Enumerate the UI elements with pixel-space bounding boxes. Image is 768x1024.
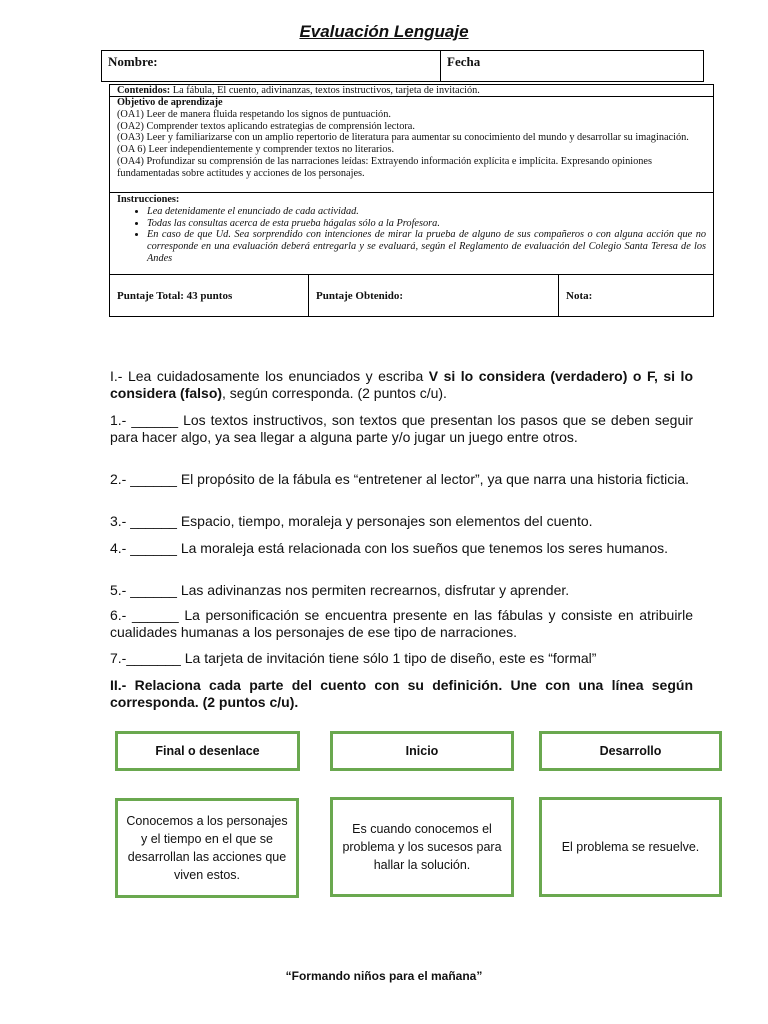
- instruction-item: • Lea detenidamente el enunciado de cada actividad.: [147, 206, 706, 218]
- date-field[interactable]: Fecha: [447, 54, 481, 69]
- part1-intro-text: I.- Lea cuidadosamente los enunciados y escriba: [110, 368, 429, 384]
- student-header-table: [101, 50, 704, 82]
- objective-item: (OA4) Profundizar su comprensión de las narraciones leídas: Extrayendo información explícita e implícita. Expresando opiniones fundamentadas sobre actitudes y acciones de los personajes.: [117, 155, 652, 179]
- true-false-item[interactable]: 2.- ______ El propósito de la fábula es “entretener al lector”, ya que narra una historia ficticia.: [110, 471, 689, 487]
- objective-item: (OA3) Leer y familiarizarse con un amplio repertorio de literatura para aumentar su conocimiento del mundo y desarrollar su imaginación.: [117, 132, 689, 144]
- instructions-list: [117, 206, 706, 265]
- true-false-item[interactable]: 4.- ______ La moraleja está relacionada con los sueños que tenemos los seres humanos.: [110, 540, 669, 556]
- instructions-block: Instrucciones: • Lea detenidamente el enunciado de cada actividad. • Todas las consultas acerca de esta prueba hágalas sólo a la Profesora. • En caso de que Ud. Sea sorprendido con intenciones de mirar la prueba de alguno de sus compañeros o con alguna acción que no corresponde en una evaluación deberá entregarla y se evaluará, según el Reglamento de evaluación del Colegio Santa Teresa de los Andes: [117, 194, 706, 265]
- divider: [110, 192, 713, 193]
- true-false-item[interactable]: 5.- ______ Las adivinanzas nos permiten recrearnos, disfrutar y aprender.: [110, 582, 570, 598]
- objective-item: (OA 6) Leer independientemente y comprender textos no literarios.: [117, 144, 395, 156]
- objective-item: (OA2) Comprender textos aplicando estrategias de comprensión lectora.: [117, 120, 415, 132]
- true-false-item[interactable]: 1.- ______ Los textos instructivos, son textos que presentan los pasos que se deben seguir para hacer algo, ya sea llegar a alguna parte y/o jugar un juego entre otros.: [110, 412, 693, 445]
- part1-instructions: [110, 368, 693, 402]
- story-part-beginning[interactable]: Inicio: [330, 731, 514, 771]
- footer-motto: “Formando niños para el mañana”: [285, 969, 483, 983]
- definition-box[interactable]: El problema se resuelve.: [539, 797, 722, 897]
- instruction-item: • Todas las consultas acerca de esta prueba hágalas sólo a la Profesora.: [147, 218, 706, 230]
- score-obtained-field[interactable]: Puntaje Obtenido:: [309, 275, 559, 316]
- name-field[interactable]: Nombre:: [102, 51, 441, 81]
- part2-instructions: II.- Relaciona cada parte del cuento con su definición. Une con una línea según corresponda. (2 puntos c/u).: [110, 677, 693, 710]
- definition-box[interactable]: Es cuando conocemos el problema y los sucesos para hallar la solución.: [330, 797, 514, 897]
- true-false-item[interactable]: 3.- ______ Espacio, tiempo, moraleja y personajes son elementos del cuento.: [110, 513, 593, 529]
- story-part-ending[interactable]: Final o desenlace: [115, 731, 300, 771]
- objective-item: (OA1) Leer de manera fluida respetando los signos de puntuación.: [117, 108, 391, 120]
- contents-label: Contenidos:: [117, 85, 171, 96]
- true-false-item[interactable]: 7.-_______ La tarjeta de invitación tiene sólo 1 tipo de diseño, este es “formal”: [110, 650, 597, 666]
- page-title: Evaluación Lenguaje: [299, 22, 469, 41]
- part1-intro-bold: V si lo considera (verdadero) o F, si lo considera (falso): [110, 368, 693, 401]
- objectives-row: [110, 97, 713, 277]
- definition-box[interactable]: Conocemos a los personajes y el tiempo en el que se desarrollan las acciones que viven estos.: [115, 798, 299, 898]
- contents-text: La fábula, El cuento, adivinanzas, textos instructivos, tarjeta de invitación.: [170, 85, 480, 96]
- contents-row: [110, 85, 713, 97]
- objectives-label: Objetivo de aprendizaje: [117, 97, 223, 108]
- score-row: [109, 274, 714, 317]
- grade-field[interactable]: Nota:: [566, 290, 593, 302]
- score-total: Puntaje Total: 43 puntos: [110, 275, 309, 316]
- instructions-label: Instrucciones: [117, 194, 176, 205]
- instruction-item: • En caso de que Ud. Sea sorprendido con intenciones de mirar la prueba de alguno de sus compañeros o con alguna acción que no corresponde en una evaluación deberá entregarla y se evaluará, según el Reglamento de evaluación del Colegio Santa Teresa de los Andes: [147, 229, 706, 264]
- story-part-development[interactable]: Desarrollo: [539, 731, 722, 771]
- part1-intro-points: , según corresponda. (2 puntos c/u).: [222, 385, 447, 401]
- true-false-item[interactable]: 6.- ______ La personificación se encuentra presente en las fábulas y consiste en atribuirle cualidades humanas a los personajes de ese tipo de narraciones.: [110, 607, 693, 640]
